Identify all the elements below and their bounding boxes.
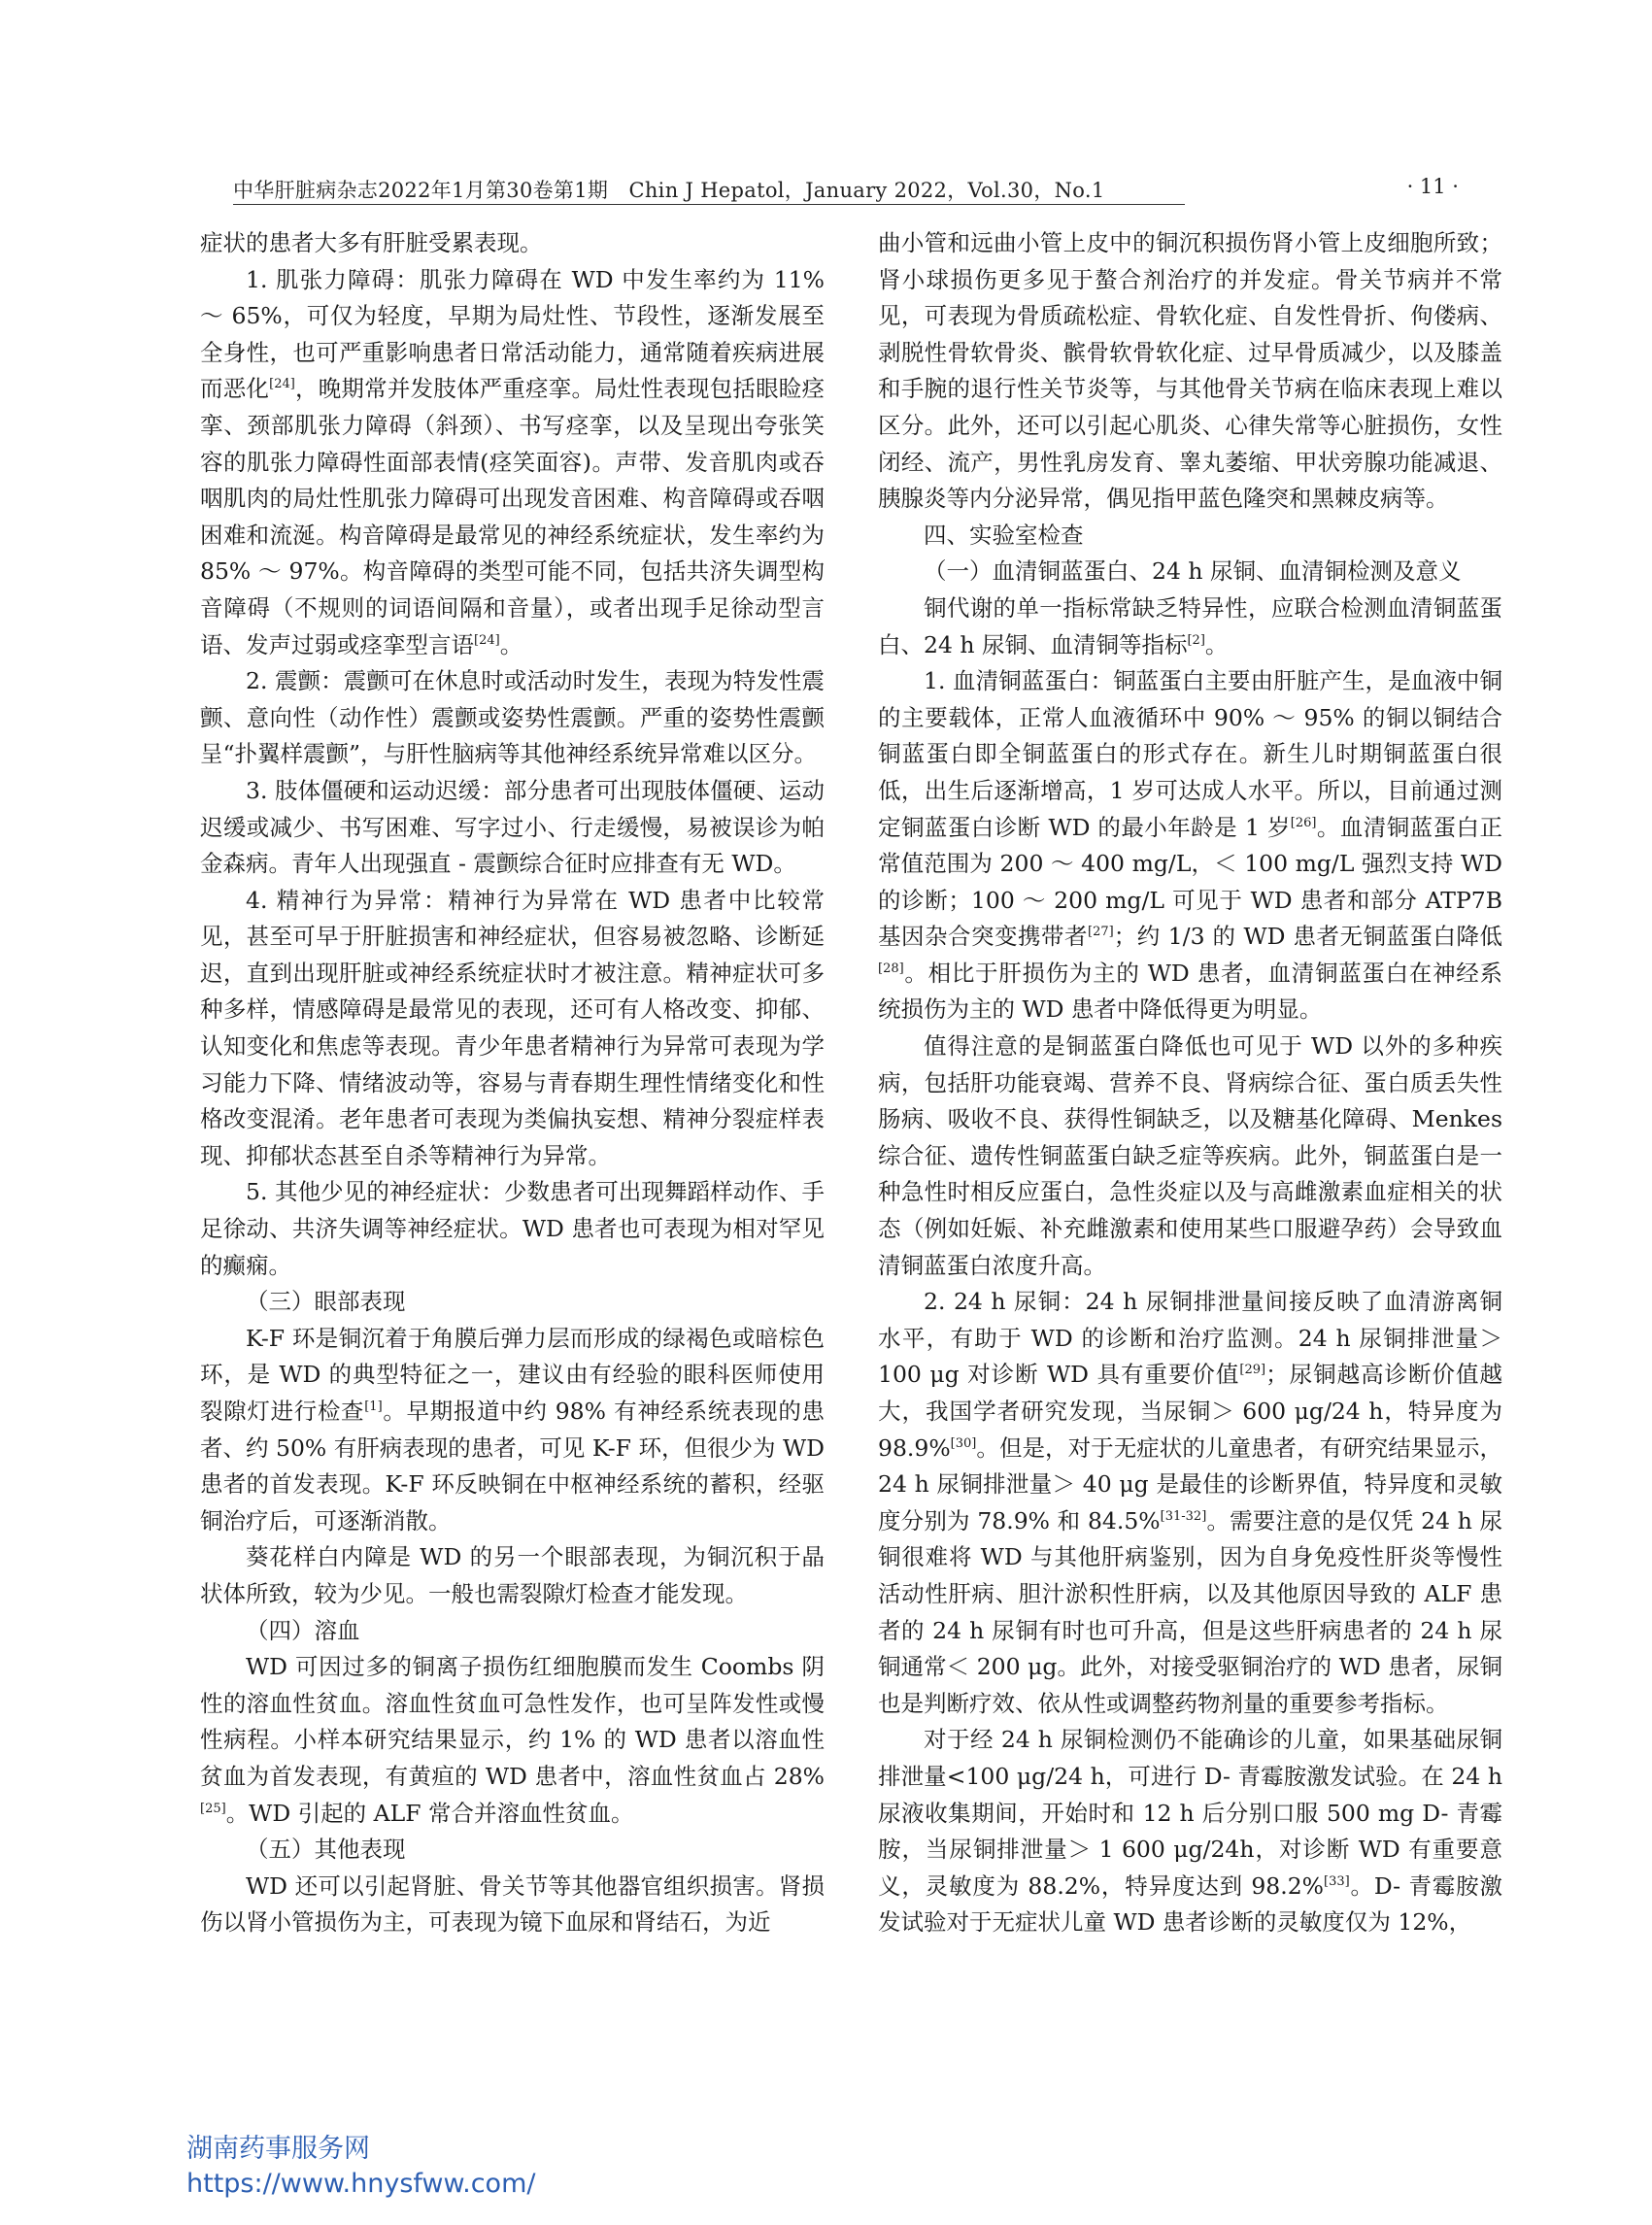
paragraph-text: 。相比于肝损伤为主的 WD 患者，血清铜蓝蛋白在神经系统损伤为主的 WD 患者中降低得更为明显。	[878, 959, 1502, 1024]
paragraph-text: 。但是，对于无症状的儿童患者，有研究结果显示，24 h 尿铜排泄量＞ 40 μg 是最佳的诊断界值，特异度和灵敏度分别为 78.9% 和 84.5%	[878, 1433, 1502, 1534]
paragraph-text: （一）血清铜蓝蛋白、24 h 尿铜、血清铜检测及意义	[924, 557, 1462, 586]
paragraph-text: 葵花样白内障是 WD 的另一个眼部表现，为铜沉积于晶状体所致，较为少见。一般也需裂隙灯检查才能发现。	[200, 1543, 825, 1607]
paragraph-text: WD 可因过多的铜离子损伤红细胞膜而发生 Coombs 阴性的溶血性贫血。溶血性贫血可急性发作，也可呈阵发性或慢性病程。小样本研究结果显示，约 1% 的 WD 患者以溶血性贫血为首发表现，有黄疸的 WD 患者中，溶血性贫血占 28%	[200, 1653, 825, 1790]
site-url[interactable]: https://www.hnysfww.com/	[186, 2169, 536, 2199]
paragraph-text: （四）溶血	[246, 1616, 360, 1644]
paragraph-text: 1. 血清铜蓝蛋白：铜蓝蛋白主要由肝脏产生，是血液中铜的主要载体，正常人血液循环中 90% ～ 95% 的铜以铜结合铜蓝蛋白即全铜蓝蛋白的形式存在。新生儿时期铜蓝蛋白很低，出生后逐渐增高，1 岁可达成人水平。所以，目前通过测定铜蓝蛋白诊断 WD 的最小年龄是 1 岁	[878, 667, 1502, 841]
citation-ref: [1]	[364, 1399, 383, 1415]
paragraph-text: 铜代谢的单一指标常缺乏特异性，应联合检测血清铜蓝蛋白、24 h 尿铜、血清铜等指标	[878, 593, 1502, 658]
left-column	[200, 225, 825, 1941]
citation-ref: [25]	[200, 1801, 226, 1816]
paragraph-text: 。早期报道中约 98% 有神经系统表现的患者、约 50% 有肝病表现的患者，可见 K-F 环，但很少为 WD 患者的首发表现。K-F 环反映铜在中枢神经系统的蓄积，经驱铜治疗后，可逐渐消散。	[200, 1398, 826, 1534]
paragraph-text: 。	[499, 630, 523, 658]
page-number: · 11 ·	[1406, 175, 1459, 198]
paragraph-continuation	[200, 225, 825, 262]
paragraph	[200, 773, 825, 883]
paragraph	[200, 883, 825, 1175]
watermark-footer	[186, 2132, 535, 2202]
paragraph-text: 2. 24 h 尿铜：24 h 尿铜排泄量间接反映了血清游离铜水平，有助于 WD 的诊断和治疗监测。24 h 尿铜排泄量＞ 100 μg 对诊断 WD 具有重要价值	[878, 1288, 1502, 1389]
paragraph-text: （五）其他表现	[246, 1836, 406, 1864]
citation-ref: [26]	[1290, 815, 1317, 830]
header-rule	[233, 204, 1185, 205]
citation-ref: [30]	[950, 1435, 977, 1451]
citation-ref: [27]	[1088, 925, 1114, 940]
citation-ref: [31-32]	[1160, 1508, 1207, 1524]
paragraph	[200, 1539, 825, 1612]
citation-ref: [33]	[1324, 1873, 1350, 1889]
paragraph-text: 。血清铜蓝蛋白正常值范围为 200 ～ 400 mg/L，＜ 100 mg/L 强烈支持 WD 的诊断；100 ～ 200 mg/L 可见于 WD 患者和部分 ATP7B 基因杂合突变携带者	[878, 813, 1503, 951]
journal-citation: 中华肝脏病杂志2022年1月第30卷第1期 Chin J Hepatol，January 2022，Vol.30，No.1	[233, 179, 1105, 202]
paragraph-text: ；尿铜越高诊断价值越大，我国学者研究发现，当尿铜＞ 600 μg/24 h，特异度为 98.9%	[878, 1361, 1503, 1462]
citation-ref: [28]	[878, 961, 904, 977]
paragraph-text: 。	[1204, 630, 1229, 658]
paragraph-text: 。需要注意的是仅凭 24 h 尿铜很难将 WD 与其他肝病鉴别，因为自身免疫性肝炎等慢性活动性肝病、胆汁淤积性肝病，以及其他原因导致的 ALF 患者的 24 h 尿铜有时也可升高，但是这些肝病患者的 24 h 尿铜通常＜ 200 μg。此外，对接受驱铜治疗的 WD 患者，尿铜也是判断疗效、依从性或调整药物剂量的重要参考指标。	[878, 1506, 1503, 1717]
paragraph-text: 3. 肢体僵硬和运动迟缓：部分患者可出现肢体僵硬、运动迟缓或减少、书写困难、写字过小、行走缓慢，易被误诊为帕金森病。青年人出现强直 - 震颤综合征时应排查有无 WD。	[200, 776, 825, 878]
paragraph-text: ，晚期常并发肢体严重痉挛。局灶性表现包括眼睑痉挛、颈部肌张力障碍（斜颈）、书写痉挛，以及呈现出夸张笑容的肌张力障碍性面部表情(痉笑面容)。声带、发音肌肉或吞咽肌肉的局灶性肌张力障碍可出现发音困难、构音障碍或吞咽困难和流涎。构音障碍是最常见的神经系统症状，发生率约为 85% ～ 97%。构音障碍的类型可能不同，包括共济失调型构音障碍（不规则的词语间隔和音量），或者出现手足徐动型言语、发声过弱或痉挛型言语	[200, 375, 826, 658]
paragraph-text: 4. 精神行为异常：精神行为异常在 WD 患者中比较常见，甚至可早于肝脏损害和神经症状，但容易被忽略、诊断延迟，直到出现肝脏或神经系统症状时才被注意。精神症状可多种多样，情感障碍是最常见的表现，还可有人格改变、抑郁、认知变化和焦虑等表现。青少年患者精神行为异常可表现为学习能力下降、情绪波动等，容易与青春期生理性情绪变化和性格改变混淆。老年患者可表现为类偏执妄想、精神分裂症样表现、抑郁状态甚至自杀等精神行为异常。	[200, 886, 825, 1169]
citation-ref: [2]	[1187, 632, 1205, 648]
paragraph-continuation	[878, 225, 1502, 518]
paragraph-text: 2. 震颤：震颤可在休息时或活动时发生，表现为特发性震颤、意向性（动作性）震颤或姿势性震颤。严重的姿势性震颤呈“扑翼样震颤”，与肝性脑病等其他神经系统异常难以区分。	[200, 667, 825, 768]
section-heading	[200, 1832, 825, 1869]
paragraph	[200, 1649, 825, 1832]
site-name: 湖南药事服务网	[186, 2134, 370, 2164]
paragraph-text: K-F 环是铜沉着于角膜后弹力层而形成的绿褐色或暗棕色环，是 WD 的典型特征之一，建议由有经验的眼科医师使用裂隙灯进行检查	[200, 1324, 825, 1425]
section-heading	[878, 554, 1502, 590]
paragraph	[200, 1869, 825, 1941]
paragraph-text: 四、实验室检查	[924, 521, 1084, 549]
paragraph-text: 。D- 青霉胺激发试验对于无症状儿童 WD 患者诊断的灵敏度仅为 12%，	[878, 1871, 1502, 1937]
paragraph-text: 对于经 24 h 尿铜检测仍不能确诊的儿童，如果基础尿铜排泄量<100 μg/24 h，可进行 D- 青霉胺激发试验。在 24 h 尿液收集期间，开始时和 12 h 后分别口服 500 mg D- 青霉胺，当尿铜排泄量＞ 1 600 μg/24h，对诊断 WD 有重要意义，灵敏度为 88.2%，特异度达到 98.2%	[878, 1726, 1502, 1900]
paragraph-text: 曲小管和远曲小管上皮中的铜沉积损伤肾小管上皮细胞所致；肾小球损伤更多见于螯合剂治疗的并发症。骨关节病并不常见，可表现为骨质疏松症、骨软化症、自发性骨折、佝偻病、剥脱性骨软骨炎、髌骨软骨软化症、过早骨质减少，以及膝盖和手腕的退行性关节炎等，与其他骨关节病在临床表现上难以区分。此外，还可以引起心肌炎、心律失常等心脏损伤，女性闭经、流产，男性乳房发育、睾丸萎缩、甲状旁腺功能减退、胰腺炎等内分泌异常，偶见指甲蓝色隆突和黑棘皮病等。	[878, 229, 1502, 513]
paragraph	[200, 663, 825, 773]
paragraph	[200, 1321, 825, 1540]
paragraph	[878, 1284, 1502, 1722]
paragraph-text: （三）眼部表现	[246, 1288, 406, 1316]
citation-ref: [24]	[474, 632, 500, 648]
paragraph-text: ；约 1/3 的 WD 患者无铜蓝蛋白降低	[1113, 923, 1502, 951]
section-heading	[200, 1613, 825, 1650]
section-heading	[200, 1284, 825, 1321]
paragraph	[200, 262, 825, 664]
paragraph	[878, 1722, 1502, 1941]
citation-ref: [29]	[1239, 1363, 1266, 1378]
paragraph	[878, 1028, 1502, 1284]
paragraph-text: 5. 其他少见的神经症状：少数患者可出现舞蹈样动作、手足徐动、共济失调等神经症状。WD 患者也可表现为相对罕见的癫痫。	[200, 1178, 825, 1279]
paragraph-text: 症状的患者大多有肝脏受累表现。	[200, 229, 543, 256]
paragraph	[878, 590, 1502, 663]
running-header	[233, 175, 1459, 208]
paragraph-text: 值得注意的是铜蓝蛋白降低也可见于 WD 以外的多种疾病，包括肝功能衰竭、营养不良、肾病综合征、蛋白质丢失性肠病、吸收不良、获得性铜缺乏，以及糖基化障碍、Menkes 综合征、遗传性铜蓝蛋白缺乏症等疾病。此外，铜蓝蛋白是一种急性时相反应蛋白，急性炎症以及与高雌激素血症相关的状态（例如妊娠、补充雌激素和使用某些口服避孕药）会导致血清铜蓝蛋白浓度升高。	[878, 1032, 1502, 1279]
citation-ref: [24]	[269, 377, 295, 392]
paragraph	[878, 663, 1502, 1028]
paragraph	[200, 1174, 825, 1284]
right-column	[878, 225, 1502, 1941]
paragraph-text: 。WD 引起的 ALF 常合并溶血性贫血。	[225, 1799, 634, 1827]
paragraph-text: 1. 肌张力障碍：肌张力障碍在 WD 中发生率约为 11% ～ 65%，可仅为轻度，早期为局灶性、节段性，逐渐发展至全身性，也可严重影响患者日常活动能力，通常随着疾病进展而恶化	[200, 265, 825, 403]
paragraph-text: WD 还可以引起肾脏、骨关节等其他器官组织损害。肾损伤以肾小管损伤为主，可表现为镜下血尿和肾结石，为近	[200, 1871, 825, 1937]
section-heading	[878, 518, 1502, 555]
